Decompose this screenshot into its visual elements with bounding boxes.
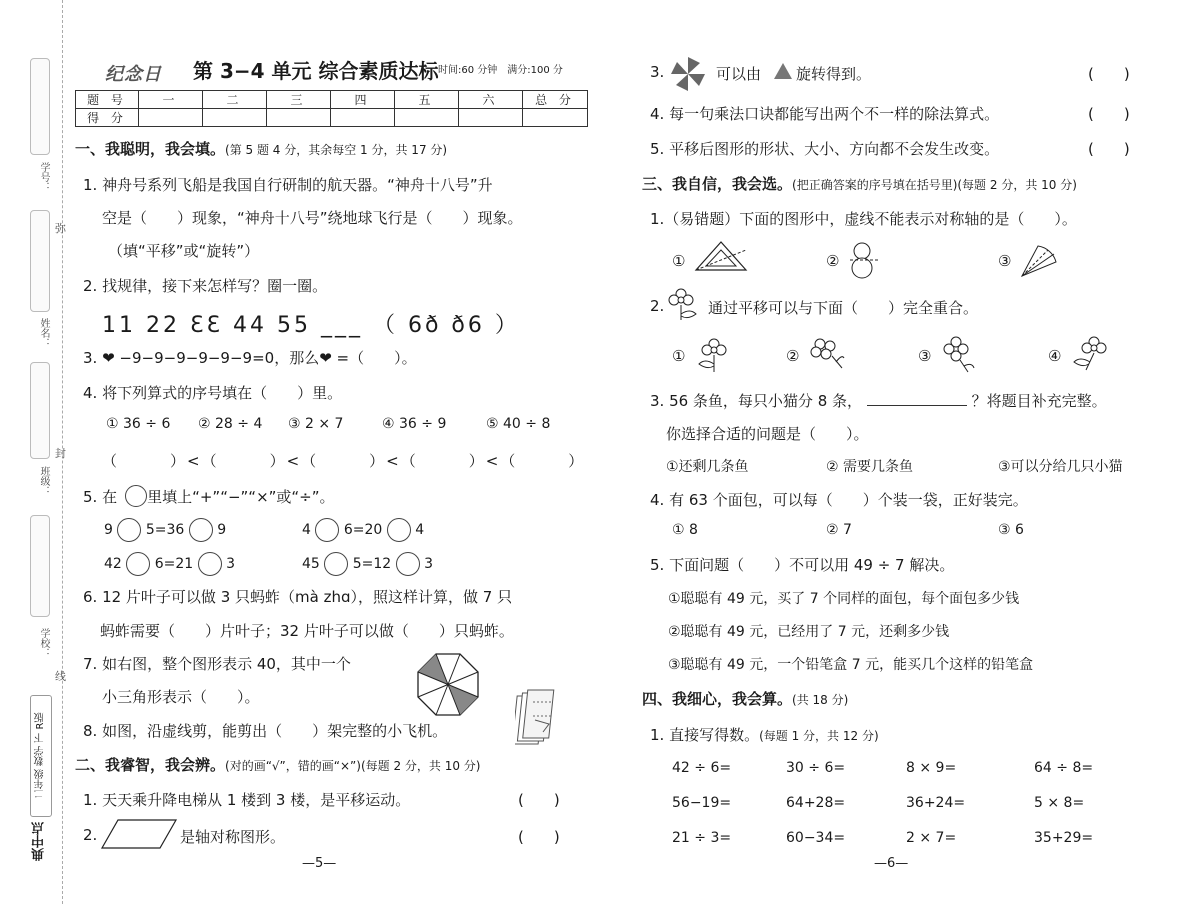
operator-blank[interactable] [324,552,348,576]
calc-item[interactable]: 35+29= [1034,830,1094,846]
section-2-title: 二、我睿智，我会辨。 [75,756,226,774]
calc-item[interactable]: 5 × 8= [1034,795,1085,811]
school-box[interactable] [30,515,50,617]
calc-item[interactable]: 60−34= [786,830,846,846]
section-2 [75,754,480,775]
choice-1-option-3[interactable]: ③ [998,252,1012,270]
choice-3-tail: ？将题目补充完整。 [971,392,1107,410]
question-4: 4. 将下列算式的序号填在（ ）里。 [83,384,343,402]
question-4-answer-row[interactable]: （ ）<（ ）<（ ）<（ ）<（ ） [102,452,586,470]
judge-4-answer[interactable]: ( ) [1088,105,1130,123]
grade-subject-strip: 二年级 数学 下 R版 [30,695,52,817]
question-5-circle-icon [125,485,147,507]
question-1-line-3: （填“平移”或“旋转”） [108,242,260,260]
class-box[interactable] [30,362,50,459]
section-1-note: (第 5 题 4 分，其余每空 1 分，共 17 分) [225,143,448,157]
choice-2-option-1[interactable]: ① [672,347,686,365]
judge-2-answer[interactable]: ( ) [518,828,560,846]
brand-logo: 典中点 [32,822,47,861]
question-4-item-3: ③ 2 × 7 [288,416,344,432]
exam-meta: 时间:60 分钟 满分:100 分 [438,65,563,76]
page-number-right: —6— [874,856,909,871]
question-4-item-4: ④ 36 ÷ 9 [382,416,447,432]
calc-item[interactable]: 2 × 7= [906,830,957,846]
operator-blank[interactable] [315,518,339,542]
flower-option-2 [806,334,846,374]
judge-5-answer[interactable]: ( ) [1088,140,1130,158]
choice-3-prompt: 你选择合适的问题是（ ）。 [666,425,869,443]
operand: 5=12 [352,556,392,572]
question-4-item-2: ② 28 ÷ 4 [198,416,263,432]
operand: 3 [226,556,236,572]
section-4 [642,688,848,709]
score-cell[interactable] [139,109,203,127]
student-name-label: 姓名： [38,318,49,348]
choice-5: 5. 下面问题（ ）不可以用 49 ÷ 7 解决。 [650,556,955,574]
question-7-line-1: 7. 如右图，整个图形表示 40，其中一个 [83,655,351,673]
calc-item[interactable]: 21 ÷ 3= [672,830,732,846]
octagon-triangles-figure [415,652,481,718]
calc-item[interactable]: 42 ÷ 6= [672,760,732,776]
flower-icon [666,286,704,322]
operand: 6=20 [343,522,383,538]
operator-blank[interactable] [387,518,411,542]
score-label-cell: 得 分 [76,109,139,127]
judge-2-number: 2. [83,826,98,844]
choice-3-option-1[interactable]: ①还剩几条鱼 [666,459,749,475]
calc-1-heading [650,724,879,745]
judge-2: 是轴对称图形。 [180,828,286,846]
operand: 4 [302,522,311,538]
calc-1-title: 1. 直接写得数。 [650,726,760,744]
operand: 4 [415,522,425,538]
choice-1-option-1[interactable]: ① [672,252,686,270]
calc-item[interactable]: 30 ÷ 6= [786,760,846,776]
choice-5-option-1[interactable]: ①聪聪有 49 元，买了 7 个同样的面包，每个面包多少钱 [668,591,1020,607]
score-table [75,90,588,127]
choice-3-option-3[interactable]: ③可以分给几只小猫 [998,459,1123,475]
question-3: 3. ❤ −9−9−9−9−9−9=0，那么❤ =（ ）。 [83,349,417,367]
choice-5-option-3[interactable]: ③聪聪有 49 元，一个铅笔盒 7 元，能买几个这样的铅笔盒 [668,657,1034,673]
choice-5-option-2[interactable]: ②聪聪有 49 元，已经用了 7 元，还剩多少钱 [668,624,950,640]
choice-2-option-2[interactable]: ② [786,347,800,365]
question-5-row-4 [302,552,433,576]
score-header-cell: 二 [203,91,267,109]
calc-item[interactable]: 8 × 9= [906,760,957,776]
operand: 6=21 [154,556,194,572]
question-5-row-1 [104,518,226,542]
triangle-icon [773,61,793,81]
flower-option-3 [938,334,978,374]
score-header-cell: 三 [267,91,331,109]
choice-3 [650,390,1107,411]
snowman-figure [846,240,882,280]
school-label: 学校： [38,628,49,658]
class-label: 班级： [38,466,49,496]
choice-2-number: 2. [650,297,665,315]
score-header-cell: 一 [139,91,203,109]
score-cell[interactable] [331,109,395,127]
score-header-cell: 题 号 [76,91,139,109]
choice-4-option-3[interactable]: ③ 6 [998,522,1024,538]
choice-4: 4. 有 63 个面包，可以每（ ）个装一袋，正好装完。 [650,491,1028,509]
triangle-axis-figure [694,240,748,274]
question-4-item-5: ⑤ 40 ÷ 8 [486,416,551,432]
choice-2-option-4[interactable]: ④ [1048,347,1062,365]
operator-blank[interactable] [198,552,222,576]
page-title: 第 3−4 单元 综合素质达标 [193,59,439,83]
question-2-sequence: 11 22 ƐƐ 44 55 ___ （ 6ð ð6 ） [102,313,520,338]
judge-1: 1. 天天乘升降电梯从 1 楼到 3 楼，是平移运动。 [83,791,411,809]
student-number-label: 学号： [38,162,49,192]
judge-1-answer[interactable]: ( ) [518,791,560,809]
section-4-note: (共 18 分) [792,693,849,707]
choice-1-option-2[interactable]: ② [826,252,840,270]
choice-3-option-2[interactable]: ② 需要几条鱼 [826,459,914,475]
paper-strip-figure [515,688,561,748]
judge-5: 5. 平移后图形的形状、大小、方向都不会发生改变。 [650,140,1000,158]
choice-2: 通过平移可以与下面（ ）完全重合。 [708,299,979,317]
score-cell[interactable] [395,109,459,127]
section-1 [75,138,447,159]
calc-item[interactable]: 64+28= [786,795,846,811]
judge-3-answer[interactable]: ( ) [1088,65,1130,83]
operator-blank[interactable] [189,518,213,542]
parallelogram-icon [100,818,178,850]
section-2-note: (对的画“√”，错的画“×”)(每题 2 分，共 10 分) [225,759,481,773]
choice-2-option-3[interactable]: ③ [918,347,932,365]
binding-gutter [0,0,66,904]
score-cell[interactable] [459,109,523,127]
question-1-line-2: 空是（ ）现象，“神舟十八号”绕地球飞行是（ ）现象。 [102,209,523,227]
fan-figure [1016,240,1060,280]
student-number-box[interactable] [30,58,50,155]
operand: 45 [302,556,320,572]
operand: 42 [104,556,122,572]
calc-item[interactable]: 64 ÷ 8= [1034,760,1094,776]
question-8: 8. 如图，沿虚线剪，能剪出（ ）架完整的小飞机。 [83,722,448,740]
cut-mark-seal-1: 弥 [55,222,66,235]
score-header-cell: 五 [395,91,459,109]
operand: 3 [424,556,434,572]
score-header-cell: 总 分 [523,91,588,109]
judge-4: 4. 每一句乘法口诀都能写出两个不一样的除法算式。 [650,105,1000,123]
score-table-score-row [76,109,588,127]
score-cell[interactable] [203,109,267,127]
section-3-title: 三、我自信，我会选。 [642,175,793,193]
choice-1: 1.（易错题）下面的图形中，虚线不能表示对称轴的是（ ）。 [650,210,1077,228]
choice-4-option-1[interactable]: ① 8 [672,522,698,538]
operator-blank[interactable] [117,518,141,542]
question-2: 2. 找规律，接下来怎样写？圈一圈。 [83,277,328,295]
judge-3-number: 3. [650,63,665,81]
cut-mark-seal-2: 封 [55,447,66,460]
operator-blank[interactable] [396,552,420,576]
calc-1-note: (每题 1 分，共 12 分) [759,729,879,743]
question-6-line-2: 蚂蚱需要（ ）片叶子；32 片叶子可以做（ ）只蚂蚱。 [100,622,514,640]
score-cell[interactable] [267,109,331,127]
section-4-title: 四、我细心，我会算。 [642,690,793,708]
question-5-row-3 [104,552,235,576]
operator-blank[interactable] [126,552,150,576]
score-cell[interactable] [523,109,588,127]
cut-mark-line: 线 [55,670,66,683]
judge-3-part-b: 旋转得到。 [796,65,872,83]
page-number-left: —5— [302,856,337,871]
header-logo: 纪念日 [105,64,162,85]
choice-4-option-2[interactable]: ② 7 [826,522,852,538]
score-table-header-row [76,91,588,109]
question-5: 5. 在 里填上“+”“−”“×”或“÷”。 [83,488,335,506]
question-1-line-1: 1. 神舟号系列飞船是我国自行研制的航天器。“神舟十八号”升 [83,176,493,194]
section-1-title: 一、我聪明，我会填。 [75,140,226,158]
operand: 5=36 [145,522,185,538]
question-5-row-2 [302,518,424,542]
calc-item[interactable]: 36+24= [906,795,966,811]
choice-3-blank[interactable] [867,391,967,406]
flower-option-4 [1070,334,1110,374]
choice-3-text: 3. 56 条鱼，每只小猫分 8 条， [650,392,863,410]
question-7-line-2: 小三角形表示（ ）。 [102,688,260,706]
score-header-cell: 六 [459,91,523,109]
section-3-note: (把正确答案的序号填在括号里)(每题 2 分，共 10 分) [792,178,1077,192]
calc-item[interactable]: 56−19= [672,795,732,811]
operand: 9 [104,522,113,538]
judge-3-part-a: 可以由 [716,65,762,83]
pinwheel-icon [668,55,708,93]
question-6-line-1: 6. 12 片叶子可以做 3 只蚂蚱（mà zhɑ），照这样计算，做 7 只 [83,588,513,606]
operand: 9 [217,522,227,538]
student-name-box[interactable] [30,210,50,312]
flower-option-1 [694,334,732,374]
question-4-item-1: ① 36 ÷ 6 [106,416,171,432]
score-header-cell: 四 [331,91,395,109]
section-3 [642,173,1077,194]
